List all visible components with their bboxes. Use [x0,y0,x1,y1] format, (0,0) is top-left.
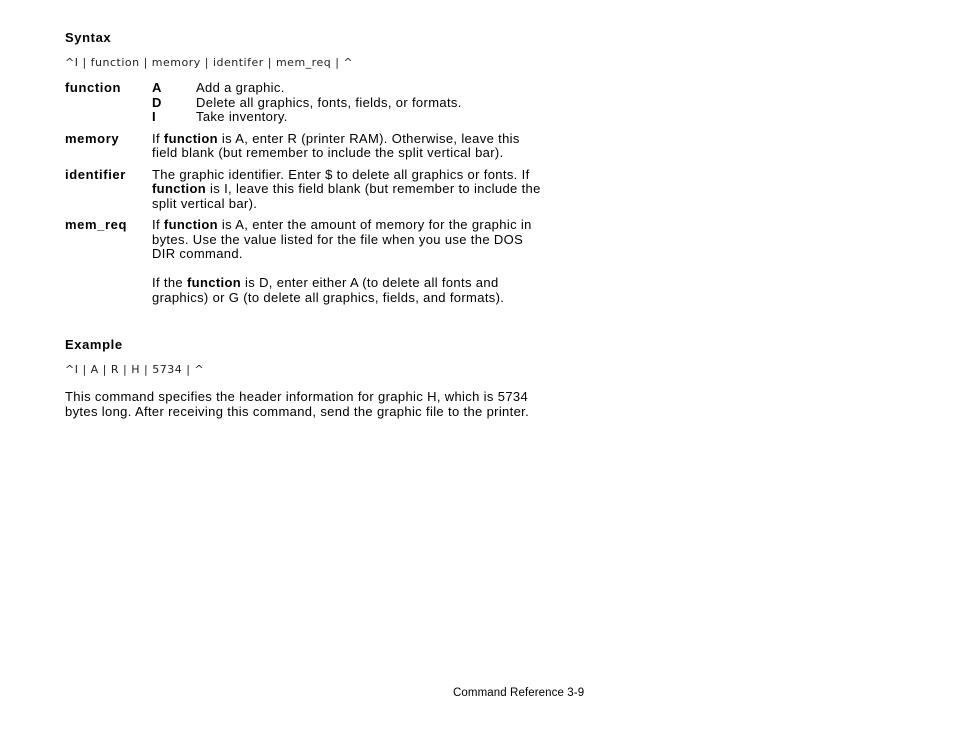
text-run-bold: function [152,181,207,196]
text-run-bold: function [186,275,242,290]
text-run: If the [152,275,187,290]
text-run: If [152,217,164,232]
syntax-heading: Syntax [65,30,112,45]
param-row-function [65,81,545,125]
text-run: is A, enter the amount of memory for the graphic in bytes. Use the value listed for the file when you use the DOS DIR command. [152,217,532,261]
option-key: A [152,80,162,95]
text-run-bold: function [163,217,218,232]
text-run: is I, leave this field blank (but remember to include the split vertical bar). [152,181,541,211]
param-row-identifier [65,168,545,212]
param-description [152,168,542,212]
option-key: D [152,94,162,110]
text-run: is D, enter either A (to delete all fonts and graphics) or G (to delete all graphics, fields, and formats). [152,275,505,305]
option-text: Take inventory. [196,109,288,124]
param-description [152,81,542,125]
text-run-bold: function [163,130,218,146]
syntax-line: ^I | function | memory | identifer | mem_req | ^ [65,56,354,69]
param-row-memory [65,132,545,161]
param-term: mem_req [65,217,128,232]
param-term: function [65,80,122,95]
example-description: This command specifies the header information for graphic H, which is 5734 bytes long. After receiving this command, send the graphic file to the printer. [65,389,530,419]
param-term: identifier [65,166,126,182]
text-run: If [152,130,164,146]
option-text: Delete all graphics, fonts, fields, or formats. [196,94,462,110]
page-footer: Command Reference 3-9 [453,687,585,699]
example-heading: Example [65,337,123,352]
param-row-mem-req [65,218,545,305]
function-option [152,81,542,96]
parameter-table [65,81,545,305]
text-run: is A, enter R (printer RAM). Otherwise, leave this field blank (but remember to include the split vertical bar). [152,130,520,160]
param-term: memory [65,130,120,146]
function-option [152,110,542,125]
function-option [152,96,542,111]
option-text: Add a graphic. [196,80,285,95]
text-run: The graphic identifier. Enter $ to delete all graphics or fonts. If [152,166,530,182]
param-description [152,218,542,305]
param-description [152,132,542,161]
option-key: I [152,109,156,124]
example-line: ^I | A | R | H | 5734 | ^ [65,363,205,376]
